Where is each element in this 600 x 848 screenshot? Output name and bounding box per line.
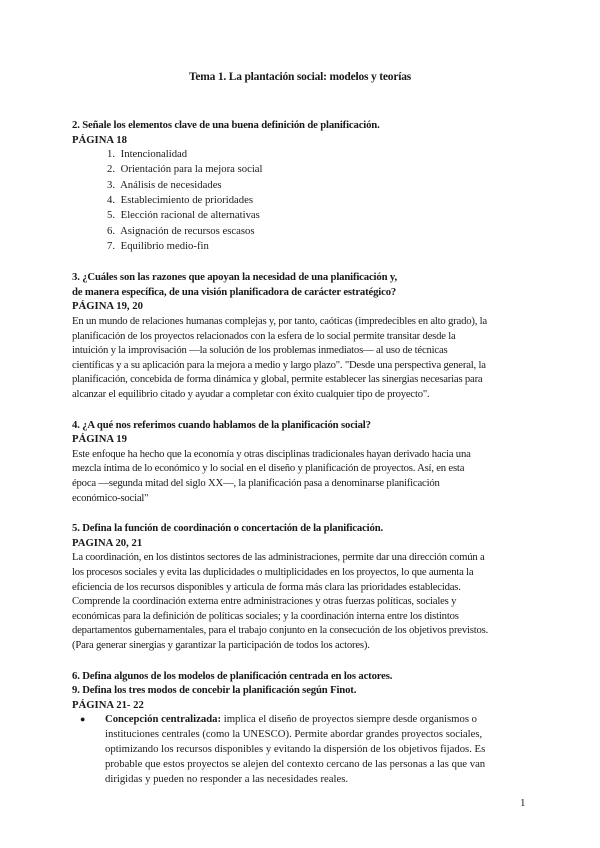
- question-heading-line: 6. Defina algunos de los modelos de planificación centrada en los actores.: [72, 669, 393, 682]
- list-item: 5. Elección racional de alternativas: [107, 209, 260, 222]
- answer-line: En un mundo de relaciones humanas complejas y, por tanto, caóticas (impredecibles en alto grado), la: [72, 315, 487, 328]
- answer-line: económico-social": [72, 491, 149, 504]
- page-reference: PÁGINA 18: [72, 133, 127, 146]
- question-section-2: [72, 118, 542, 254]
- question-heading-line: de manera específica, de una visión planificadora de carácter estratégico?: [72, 285, 397, 298]
- answer-line: económicas para la definición de políticas sociales; y la coordinación interna entre los distintos: [72, 609, 459, 622]
- list-item: 3. Análisis de necesidades: [107, 178, 222, 191]
- question-section-6-9: [72, 669, 542, 788]
- answer-line: los procesos sociales y evita las duplicidades o multiplicidades en los proyectos, lo que aumenta la: [72, 565, 474, 578]
- list-item: 1. Intencionalidad: [107, 148, 188, 161]
- answer-line: La coordinación, en los distintos sectores de las administraciones, permite dar una dirección común a: [72, 551, 485, 564]
- bullet-text-line: dirigidas y pueden no responder a las necesidades reales.: [105, 773, 349, 786]
- page-reference: PÁGINA 19: [72, 433, 127, 446]
- answer-line: intuición y la improvisación —la solución de los problemas inmediatos— al uso de técnicas: [72, 344, 448, 357]
- bullet-text-line: implica el diseño de proyectos siempre desde organismos o: [221, 713, 478, 726]
- question-heading-line: 9. Defina los tres modos de concebir la planificación según Finot.: [72, 684, 357, 697]
- answer-line: Este enfoque ha hecho que la economía y otras disciplinas tradicionales hayan derivado hacia una: [72, 447, 471, 460]
- answer-line: eficiencia de los recursos disponibles y articula de forma más clara las prioridades establecidas.: [72, 580, 461, 593]
- bullet-term: Concepción centralizada:: [105, 713, 222, 726]
- list-item: 4. Establecimiento de prioridades: [107, 194, 254, 207]
- page-reference: PÁGINA 19, 20: [72, 300, 143, 313]
- answer-line: (Para generar sinergias y garantizar la participación de todos los actores).: [72, 638, 370, 651]
- answer-line: departamentos gubernamentales, para el trabajo conjunto en la consecución de los objetivos previstos.: [72, 624, 489, 637]
- answer-line: mezcla íntima de lo económico y lo social en el diseño y planificación de proyectos. Así, en esta: [72, 462, 465, 475]
- page-reference: PAGINA 20, 21: [72, 536, 143, 549]
- question-heading: 2. Señale los elementos clave de una buena definición de planificación.: [72, 119, 380, 131]
- bullet-list: [72, 712, 542, 787]
- bullet-item: [72, 712, 542, 787]
- list-item: 7. Equilibrio medio-fin: [107, 239, 209, 252]
- question-heading: 5. Defina la función de coordinación o concertación de la planificación.: [72, 522, 384, 535]
- key-elements-list: [72, 147, 542, 254]
- bullet-text-line: probable que estos proyectos se alejen del contexto cercano de las personas a las que van: [105, 758, 486, 771]
- list-item: 2. Orientación para la mejora social: [107, 163, 263, 176]
- answer-line: planificación, concebida de forma dinámica y global, permite establecer las sinergias necesarias para: [72, 373, 483, 386]
- list-item: 6. Asignación de recursos escasos: [107, 224, 255, 237]
- answer-line: época —segunda mitad del siglo XX—, la planificación pasa a denominarse planificación: [72, 476, 440, 489]
- question-section-5: [72, 521, 542, 652]
- answer-line: Comprende la coordinación externa entre administraciones y otras fuerzas políticas, sociales y: [72, 595, 457, 608]
- document-title: Tema 1. La plantación social: modelos y teorías: [188, 71, 412, 83]
- answer-line: alcanzar el equilibrio citado y ayudar a completar con éxito cualquier tipo de proyecto".: [72, 388, 430, 401]
- document-body: [72, 118, 542, 803]
- bullet-text-line: optimizando los recursos disponibles y evitando la dispersión de los objetivos fijados. Es: [105, 743, 486, 756]
- question-section-4: [72, 418, 542, 506]
- bullet-dot-icon: ●: [80, 714, 86, 725]
- page-number: 1: [520, 797, 526, 809]
- bullet-text-line: instituciones centrales (como la UNESCO). Permite abordar grandes proyectos sociales,: [105, 728, 483, 741]
- answer-line: planificación de los proyectos relacionados con la esfera de lo social permite transitar desde la: [72, 329, 456, 342]
- question-section-3: [72, 270, 542, 401]
- question-heading: 4. ¿A qué nos referimos cuando hablamos de la planificación social?: [72, 418, 371, 431]
- question-heading-line: 3. ¿Cuáles son las razones que apoyan la necesidad de una planificación y,: [72, 271, 398, 284]
- answer-line: científicas y a su aplicación para la mejora a medio y largo plazo". "Desde una perspectiva general, la: [72, 358, 486, 371]
- page-reference: PÁGINA 21- 22: [72, 698, 144, 711]
